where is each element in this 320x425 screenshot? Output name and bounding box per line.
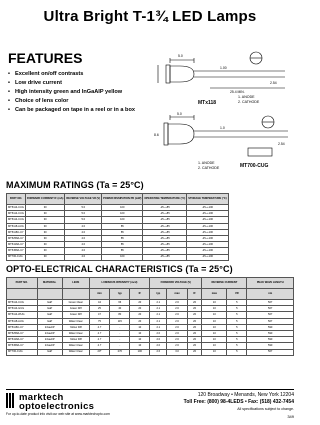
table-cell: 5.0	[65, 217, 102, 223]
dim-label: 2.54	[278, 142, 285, 146]
table-cell: 567	[247, 349, 294, 355]
table-cell: 100	[102, 217, 143, 223]
pin-1-label: 1. ANODE	[198, 161, 215, 165]
table-cell: 20*	[89, 349, 110, 355]
column-header: PART NO.	[7, 278, 38, 289]
table-cell: 30	[25, 254, 64, 260]
table-cell: 30	[25, 242, 64, 248]
table-cell: -25~+85	[143, 211, 187, 217]
table-cell: 5	[227, 300, 247, 306]
table-cell: MT700-CUG	[7, 349, 38, 355]
table-cell: Water Clear	[62, 330, 89, 336]
table-cell: -	[110, 330, 130, 336]
table-cell: 20	[187, 337, 202, 343]
pin-1-label: 1. ANODE	[238, 95, 255, 99]
table-cell: MT5118C-UY	[7, 324, 38, 330]
table-cell: 2.6	[167, 318, 187, 324]
feature-item: • High intensity green and InGaAIP yellow	[8, 89, 123, 95]
table-cell: Water Clear	[62, 318, 89, 324]
table-cell: 10	[202, 343, 227, 349]
page-title: Ultra Bright T-1¾ LED Lamps	[43, 8, 257, 25]
table-cell: 2.6	[167, 337, 187, 343]
table-cell: 2.1	[150, 306, 167, 312]
feature-item: • Excellent on/off contrasts	[8, 71, 84, 77]
table-cell: 2.1	[150, 318, 167, 324]
table-cell: 5	[227, 306, 247, 312]
table-cell: 2.1	[150, 312, 167, 318]
table-cell: -25~+85	[143, 223, 187, 229]
table-cell: 4.0	[65, 223, 102, 229]
pin-2-label: 2. CATHODE	[238, 100, 260, 104]
column-header: OPERATING TEMPERATURE (°C)	[143, 194, 187, 205]
brand-line-2: optoelectronics	[19, 401, 95, 412]
table-cell: 30	[25, 211, 64, 217]
column-header: MATERIAL	[37, 278, 62, 289]
column-header: LENS	[62, 278, 89, 289]
table-cell: -25~+100	[187, 217, 228, 223]
dim-label: 1.00	[220, 66, 227, 70]
column-subheader: max	[202, 289, 227, 300]
table-cell: -25~+100	[187, 254, 228, 260]
table-cell: 2.6	[167, 330, 187, 336]
table-cell: 590	[247, 343, 294, 349]
table-cell: MT5458A-UY	[8, 249, 24, 253]
column-header: STORAGE TEMPERATURE (°C)	[187, 194, 228, 205]
table-cell: InGaAIP	[37, 337, 62, 343]
table-cell: 30	[25, 217, 64, 223]
table-cell: 590	[247, 337, 294, 343]
max-ratings-heading: MAXIMUM RATINGS (Ta = 25°C)	[6, 180, 144, 190]
table-cell: 30	[25, 235, 64, 241]
max-ratings-table	[6, 193, 229, 261]
page-number: 349	[287, 414, 294, 419]
table-cell: GaP	[37, 300, 62, 306]
table-cell: 2.6	[167, 312, 187, 318]
table-cell: 20	[187, 324, 202, 330]
table-cell: InGaAIP	[37, 343, 62, 349]
table-cell: 4.0	[65, 242, 102, 248]
table-cell: 100	[102, 211, 143, 217]
website-note: For up-to-date product info visit our web site at www.marktechopto.com	[6, 412, 110, 416]
table-cell: MT5114-CUG	[8, 218, 24, 222]
table-cell: 4.7	[89, 337, 110, 343]
table-cell: MT5114-CUG	[8, 212, 24, 216]
table-cell: 5	[227, 324, 247, 330]
table-cell: MT5418A-UY	[8, 243, 24, 247]
table-cell: 4.0	[65, 229, 102, 235]
column-header: PART NO.	[7, 194, 26, 205]
table-cell: -25~+85	[143, 235, 187, 241]
company-address: 120 Broadway • Menands, New York 12204	[197, 392, 294, 398]
table-cell: Yellow Diff	[62, 324, 89, 330]
table-cell: 10	[202, 300, 227, 306]
table-cell: 115	[110, 318, 130, 324]
marktech-logo	[6, 393, 15, 408]
table-cell: 5	[227, 337, 247, 343]
column-subheader: min	[89, 289, 110, 300]
table-cell: 25	[89, 306, 110, 312]
table-cell: 100	[102, 254, 143, 260]
table-cell: 2.6	[150, 349, 167, 355]
table-cell: MT700-CUG	[7, 254, 26, 260]
features-heading: FEATURES	[8, 50, 83, 66]
table-cell: 10	[202, 337, 227, 343]
table-cell: Green Diff	[62, 312, 89, 318]
table-cell: 10	[202, 349, 227, 355]
column-subheader	[7, 289, 38, 300]
table-cell: 4.7	[89, 324, 110, 330]
table-cell: 5	[227, 349, 247, 355]
table-cell: -25~+85	[143, 205, 187, 211]
dim-label: 2.54	[270, 81, 277, 85]
table-cell: GaP	[37, 349, 62, 355]
table-header-row	[7, 278, 294, 289]
column-subheader: IF	[130, 289, 150, 300]
table-cell: MT5118-AUG	[8, 224, 24, 228]
table-cell: 2.6	[167, 343, 187, 349]
table-cell: 47	[89, 312, 110, 318]
column-subheader: IF	[187, 289, 202, 300]
feature-item: • Low drive current	[8, 80, 62, 86]
table-cell: 10	[202, 306, 227, 312]
column-header: FORWARD VOLTAGE (V)	[150, 278, 202, 289]
part-label: MT700-CUG	[240, 163, 269, 169]
dim-label: 1.0	[220, 126, 225, 130]
table-cell: 10	[202, 318, 227, 324]
table-cell: 40	[110, 306, 130, 312]
table-cell: 567	[247, 318, 294, 324]
dim-label: 5.0	[177, 112, 182, 116]
table-cell: 75	[89, 318, 110, 324]
table-cell: 30	[25, 223, 64, 229]
table-cell: 20	[130, 312, 150, 318]
table-cell: MT5114-CUG	[7, 300, 38, 306]
dim-label: 25.4 MIN.	[230, 90, 245, 94]
table-cell: 590	[247, 330, 294, 336]
dim-label: 8.6	[154, 133, 159, 137]
column-header: FORWARD CURRENT IF (mA)	[25, 194, 64, 205]
table-cell: -25~+100	[187, 242, 228, 248]
column-subheader	[62, 289, 89, 300]
table-cell: 85	[102, 248, 143, 254]
table-cell: 3.0	[167, 349, 187, 355]
table-cell: 10	[202, 330, 227, 336]
column-header: PEAK WAVE LENGTH	[247, 278, 294, 289]
table-cell: -25~+100	[187, 235, 228, 241]
table-cell: 44	[89, 300, 110, 306]
column-subheader	[37, 289, 62, 300]
column-subheader: typ	[150, 289, 167, 300]
table-cell: MT5118C-UY	[8, 230, 24, 234]
table-cell: 567	[247, 306, 294, 312]
table-cell: 85	[102, 229, 143, 235]
column-subheader: nm	[247, 289, 294, 300]
table-cell: 30	[25, 229, 64, 235]
dim-label: 5.0	[178, 54, 183, 58]
table-cell: 2.6	[167, 324, 187, 330]
table-cell: MT5118-AUG	[7, 318, 38, 324]
table-header-row	[7, 194, 229, 205]
table-cell: 20	[187, 312, 202, 318]
table-cell: 100	[130, 349, 150, 355]
opto-heading: OPTO-ELECTRICAL CHARACTERISTICS (Ta = 25°C)	[6, 264, 233, 274]
table-cell: -	[110, 324, 130, 330]
table-cell: -25~+85	[143, 217, 187, 223]
table-row	[7, 254, 229, 260]
column-subheader: typ	[110, 289, 130, 300]
table-cell: -25~+100	[187, 223, 228, 229]
table-cell: -25~+85	[143, 229, 187, 235]
table-cell: 66	[110, 300, 130, 306]
table-cell: 10	[130, 343, 150, 349]
table-cell: 2.0	[150, 343, 167, 349]
table-cell: Water Clear	[62, 343, 89, 349]
table-cell: InGaAIP	[37, 324, 62, 330]
brand-line-1: marktech	[19, 392, 64, 403]
footer-divider	[6, 389, 294, 390]
table-cell: 5	[227, 312, 247, 318]
table-cell: 590	[247, 324, 294, 330]
table-cell: 20	[187, 306, 202, 312]
table-cell: 20	[130, 318, 150, 324]
table-cell: Yellow Diff	[62, 337, 89, 343]
table-cell: 20	[187, 330, 202, 336]
feature-item: • Choice of lens color	[8, 98, 69, 104]
led-outline-drawing-1	[150, 48, 295, 108]
table-cell: 4.0	[65, 248, 102, 254]
table-cell: 4.0	[65, 254, 102, 260]
table-cell: 10	[130, 337, 150, 343]
table-cell: -25~+100	[187, 205, 228, 211]
table-cell: 85	[102, 242, 143, 248]
table-cell: 2.0	[150, 337, 167, 343]
table-cell: GaP	[37, 318, 62, 324]
table-cell: 4.0	[65, 235, 102, 241]
table-cell: 20	[187, 343, 202, 349]
table-subheader-row	[7, 289, 294, 300]
column-header: LUMINOUS INTENSITY (mcd)	[89, 278, 150, 289]
table-cell: 85	[102, 223, 143, 229]
led-outline-drawing-2	[150, 112, 295, 180]
opto-table	[6, 277, 294, 356]
table-cell: 30	[25, 205, 64, 211]
column-header: REVERSE VOLTAGE VR (V)	[65, 194, 102, 205]
table-cell: 4.7	[89, 343, 110, 349]
table-cell: 2.0	[150, 330, 167, 336]
table-cell: -25~+85	[143, 254, 187, 260]
table-cell: 5.0	[65, 205, 102, 211]
table-cell: -	[110, 337, 130, 343]
column-header: POWER DISSIPATION PD (mW)	[102, 194, 143, 205]
table-cell: -25~+100	[187, 211, 228, 217]
table-cell: MT5258A-UY	[8, 236, 24, 240]
table-cell: 567	[247, 300, 294, 306]
column-subheader: VR	[227, 289, 247, 300]
table-cell: 567	[247, 312, 294, 318]
column-subheader: max	[167, 289, 187, 300]
table-cell: 5	[227, 330, 247, 336]
table-cell: 20	[130, 300, 150, 306]
feature-item: • Can be packaged on tape in a reel or in a box	[8, 107, 135, 113]
table-cell: MT5114-GUG	[7, 306, 38, 312]
features-list	[8, 71, 146, 116]
table-cell: 20	[187, 349, 202, 355]
table-cell: 10	[202, 324, 227, 330]
table-cell: 2.1	[150, 324, 167, 330]
table-cell: -25~+85	[143, 248, 187, 254]
table-cell: MT5458A-UY	[7, 343, 38, 349]
table-cell: MT5114-CUG	[8, 205, 24, 209]
table-cell: MT5418A-UY	[7, 337, 38, 343]
table-cell: 85	[102, 235, 143, 241]
table-cell: -25~+100	[187, 229, 228, 235]
company-phone: Toll Free: (800) 98-4LEDS • Fax: (518) 432-7454	[183, 399, 294, 405]
table-cell: 10	[202, 312, 227, 318]
table-cell: 20	[130, 306, 150, 312]
table-cell: 30	[25, 248, 64, 254]
table-cell: 4.7	[89, 330, 110, 336]
pin-2-label: 2. CATHODE	[198, 166, 220, 170]
table-row	[7, 349, 294, 355]
table-cell: 2.6	[167, 300, 187, 306]
table-cell: Green Clear	[62, 300, 89, 306]
table-cell: 270	[110, 349, 130, 355]
table-cell: GaP	[37, 312, 62, 318]
table-cell: -25~+100	[187, 248, 228, 254]
table-cell: Water Clear	[62, 349, 89, 355]
table-cell: 20	[187, 300, 202, 306]
table-cell: 5	[227, 343, 247, 349]
table-cell: GaP	[37, 306, 62, 312]
table-cell: 20	[187, 318, 202, 324]
table-cell: -	[110, 343, 130, 349]
table-cell: 100	[102, 205, 143, 211]
table-cell: Green Diff	[62, 306, 89, 312]
table-cell: 80	[110, 312, 130, 318]
table-cell: MT5114-WUG	[7, 312, 38, 318]
table-cell: MT5258A-UY	[7, 330, 38, 336]
table-cell: 10	[130, 324, 150, 330]
table-cell: 5.0	[65, 211, 102, 217]
table-cell: 10	[130, 330, 150, 336]
part-label: MTx118	[198, 100, 217, 106]
table-cell: InGaAIP	[37, 330, 62, 336]
table-cell: 2.6	[167, 306, 187, 312]
table-cell: 2.1	[150, 300, 167, 306]
table-cell: 5	[227, 318, 247, 324]
column-header: REVERSE CURRENT	[202, 278, 247, 289]
spec-change-note: All specifications subject to change.	[237, 407, 294, 411]
table-cell: -25~+85	[143, 242, 187, 248]
